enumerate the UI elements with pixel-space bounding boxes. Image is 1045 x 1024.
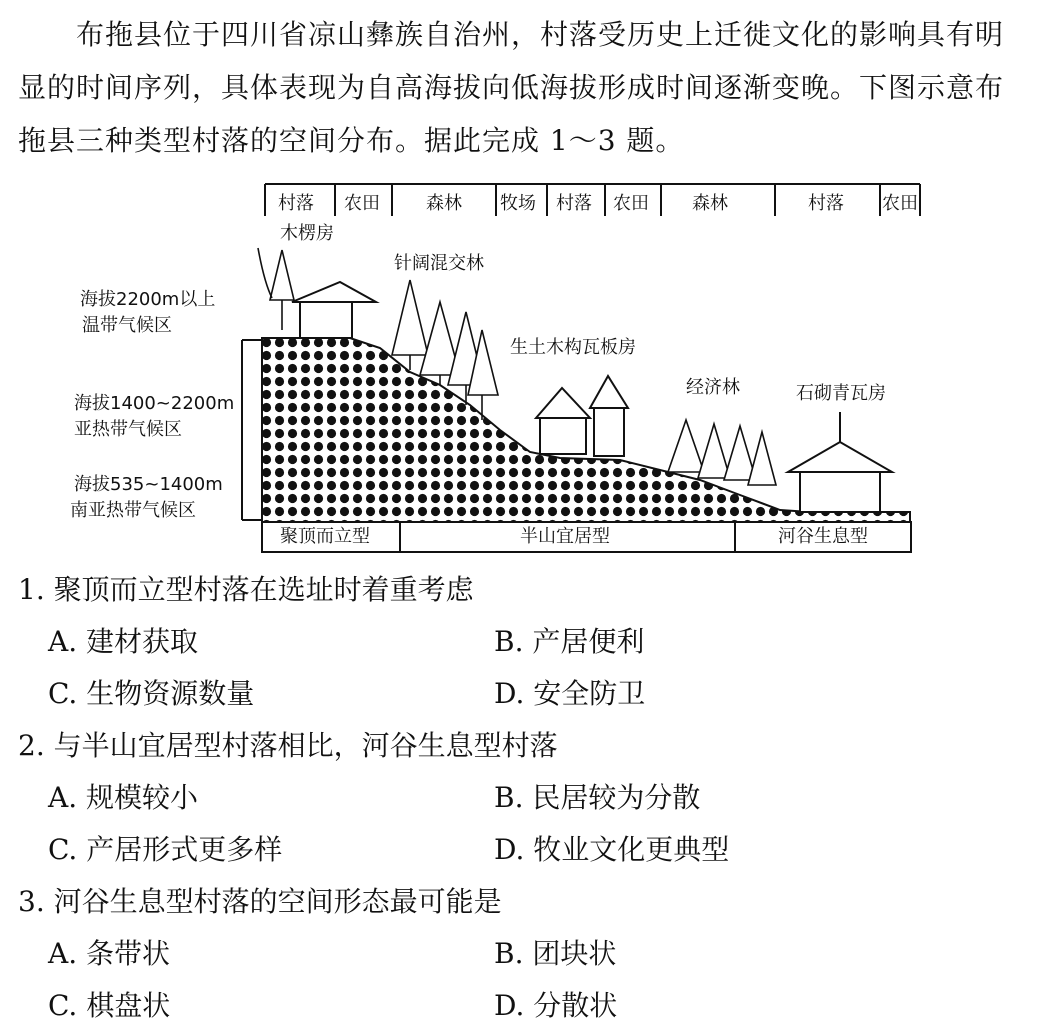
zone-label-mid-climate: 亚热带气候区 bbox=[74, 419, 182, 440]
wooden-house-icon bbox=[292, 282, 376, 338]
option-2d: D. 牧业文化更典型 bbox=[494, 833, 730, 866]
zone-bracket bbox=[242, 340, 262, 520]
annotation-earth-wood-house: 生土木构瓦板房 bbox=[510, 337, 636, 358]
option-2a: A. 规模较小 bbox=[48, 781, 199, 814]
annotation-mixed-forest: 针阔混交林 bbox=[394, 253, 484, 274]
option-3b: B. 团块状 bbox=[494, 937, 617, 970]
option-3c: C. 棋盘状 bbox=[48, 989, 171, 1022]
zone-label-high: 海拔2200m以上 bbox=[80, 289, 216, 310]
question-1-stem: 1. 聚顶而立型村落在选址时着重考虑 bbox=[18, 573, 474, 606]
band-label: 农田 bbox=[613, 193, 649, 214]
option-3a: A. 条带状 bbox=[48, 937, 171, 970]
band-label: 村落 bbox=[556, 193, 592, 214]
option-2b: B. 民居较为分散 bbox=[494, 781, 701, 814]
option-2c: C. 产居形式更多样 bbox=[48, 833, 283, 866]
zone-label-low-climate: 南亚热带气候区 bbox=[70, 500, 196, 521]
band-label: 森林 bbox=[692, 193, 728, 214]
band-label: 牧场 bbox=[500, 193, 536, 214]
type-label-mid: 半山宜居型 bbox=[520, 526, 610, 547]
question-3-stem: 3. 河谷生息型村落的空间形态最可能是 bbox=[18, 885, 502, 918]
annotation-wood-house: 木楞房 bbox=[280, 223, 334, 244]
annotation-stone-house: 石砌青瓦房 bbox=[796, 383, 886, 404]
question-2-stem: 2. 与半山宜居型村落相比，河谷生息型村落 bbox=[18, 729, 558, 762]
village-distribution-figure bbox=[0, 180, 1045, 560]
zone-label-low: 海拔535~1400m bbox=[74, 474, 223, 495]
option-1a: A. 建材获取 bbox=[48, 625, 199, 658]
option-3d: D. 分散状 bbox=[494, 989, 618, 1022]
band-label: 村落 bbox=[808, 193, 844, 214]
option-1c: C. 生物资源数量 bbox=[48, 677, 255, 710]
option-1b: B. 产居便利 bbox=[494, 625, 645, 658]
intro-paragraph: 布拖县位于四川省凉山彝族自治州，村落受历史上迁徙文化的影响具有明显的时间序列，具体表现为自高海拔向低海拔形成时间逐渐变晚。下图示意布拖县三种类型村落的空间分布。据此完成 1～3 题。 bbox=[18, 18, 1005, 157]
stone-house-icon bbox=[788, 412, 892, 512]
zone-label-high-climate: 温带气候区 bbox=[82, 315, 172, 336]
earth-wood-house-icon bbox=[536, 376, 628, 456]
band-label: 农田 bbox=[882, 193, 918, 214]
option-1d: D. 安全防卫 bbox=[494, 677, 646, 710]
type-label-valley: 河谷生息型 bbox=[778, 526, 868, 547]
zone-label-mid: 海拔1400~2200m bbox=[74, 393, 235, 414]
band-label: 农田 bbox=[344, 193, 380, 214]
intro-text bbox=[18, 8, 1028, 167]
band-label: 森林 bbox=[426, 193, 462, 214]
type-label-top: 聚顶而立型 bbox=[280, 526, 370, 547]
band-label: 村落 bbox=[278, 193, 314, 214]
top-trees-icon bbox=[258, 248, 294, 330]
annotation-economic-forest: 经济林 bbox=[686, 377, 740, 398]
